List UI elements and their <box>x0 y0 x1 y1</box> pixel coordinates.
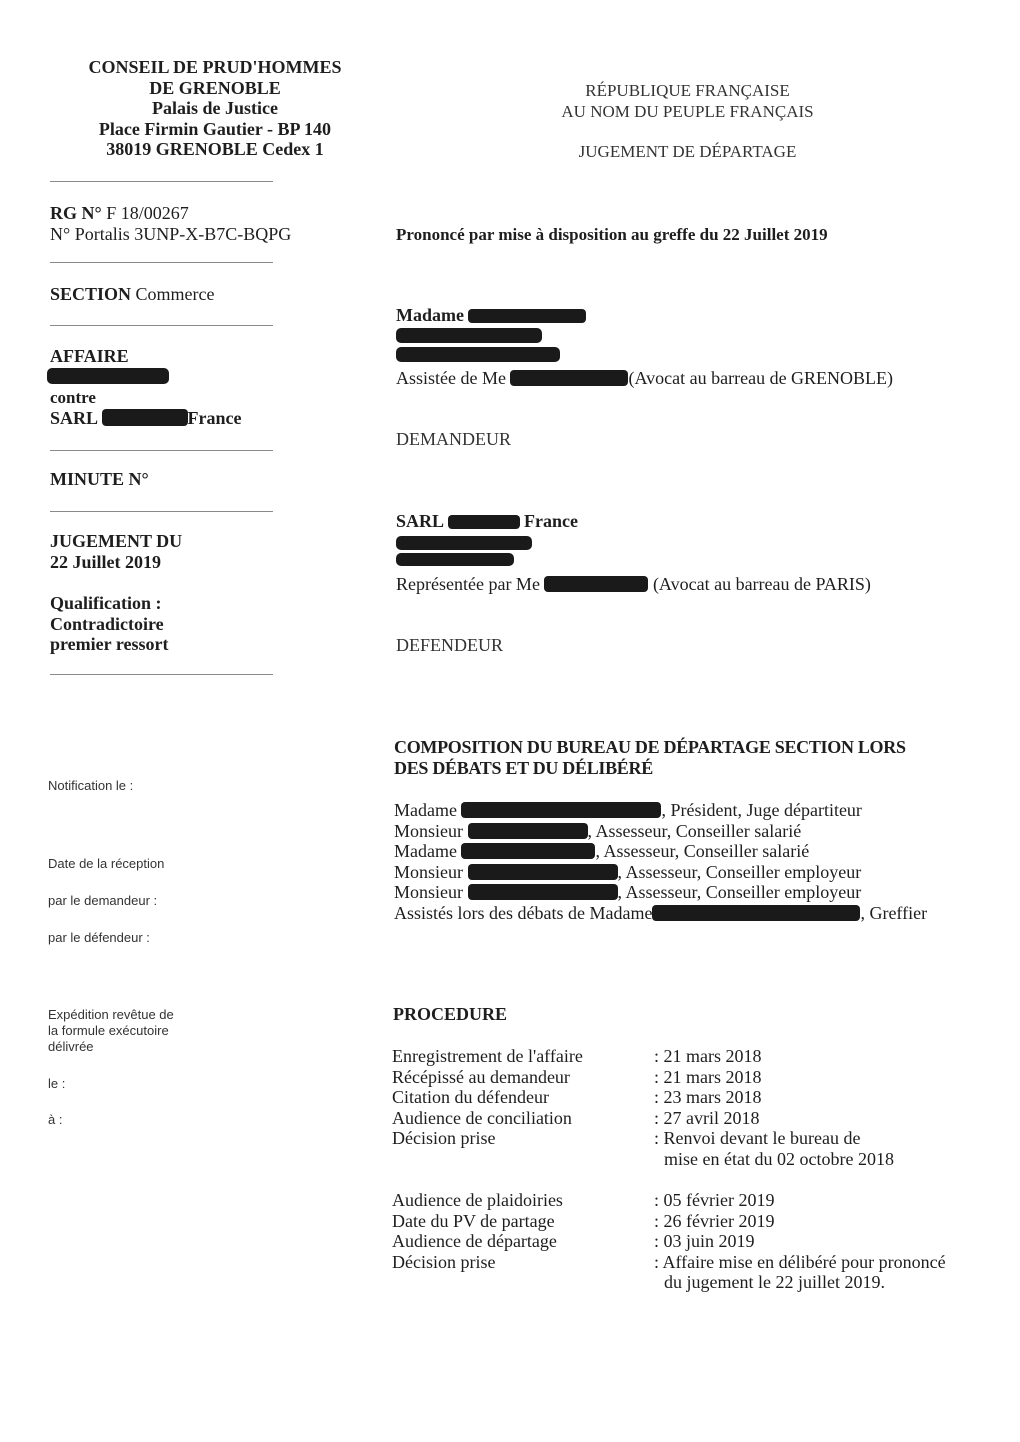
member-role: , Président, Juge départiteur <box>661 800 862 820</box>
procedure-value: : 26 février 2019 <box>654 1210 775 1231</box>
member-title: Monsieur <box>394 861 463 882</box>
qualification-resort: premier ressort <box>50 634 169 654</box>
divider <box>50 325 273 326</box>
member-title: Monsieur <box>394 882 463 902</box>
procedure-value: du jugement le 22 juillet 2019. <box>664 1272 885 1292</box>
plaintiff-title-label: Madame <box>396 305 464 325</box>
expedition-line: la formule exécutoire <box>48 1023 169 1038</box>
defendant-role: DEFENDEUR <box>396 635 503 655</box>
divider <box>50 674 273 675</box>
composition-list <box>394 800 927 923</box>
redaction-bar <box>102 409 188 426</box>
republic-name: RÉPUBLIQUE FRANÇAISE <box>585 81 790 100</box>
expedition-note <box>48 1007 174 1055</box>
procedure-row <box>392 1108 894 1129</box>
procedure-label: Audience de départage <box>392 1231 557 1251</box>
court-name: CONSEIL DE PRUD'HOMMES <box>88 57 342 77</box>
redaction-bar <box>396 536 532 550</box>
procedure-label <box>392 1272 654 1293</box>
procedure-value: : Affaire mise en délibéré pour prononcé <box>654 1251 946 1272</box>
procedure-label: Récépissé au demandeur <box>392 1066 570 1087</box>
member-title: Monsieur <box>394 820 463 841</box>
redaction-bar <box>448 515 520 529</box>
judgment-date-block <box>50 531 182 573</box>
case-reference <box>50 203 291 245</box>
redaction-bar <box>461 843 595 859</box>
plaintiff-title <box>396 305 586 326</box>
member-role: , Assesseur, Conseiller employeur <box>617 861 862 882</box>
procedure-label: Citation du défendeur <box>392 1087 549 1107</box>
republic-header <box>515 80 860 122</box>
procedure-row <box>392 1067 894 1088</box>
court-city: DE GRENOBLE <box>149 77 281 98</box>
divider <box>50 262 273 263</box>
expedition-line: Expédition revêtue de <box>48 1007 174 1022</box>
composition-member <box>394 841 927 862</box>
procedure-label: Décision prise <box>392 1251 496 1272</box>
affaire-label: AFFAIRE <box>50 346 129 366</box>
procedure-row <box>392 1272 946 1293</box>
rg-label: RG N° <box>50 203 102 223</box>
divider <box>50 181 273 182</box>
defendant-counsel-bar: (Avocat au barreau de PARIS) <box>652 574 871 594</box>
clerk-role: , Greffier <box>860 902 928 923</box>
member-title: Madame <box>394 800 457 820</box>
procedure-row <box>392 1128 894 1149</box>
court-postcode: 38019 GRENOBLE Cedex 1 <box>106 139 324 159</box>
redaction-bar <box>468 884 618 900</box>
court-street: Place Firmin Gautier - BP 140 <box>98 118 332 139</box>
divider <box>50 450 273 451</box>
section-line <box>50 284 215 305</box>
composition-member <box>394 821 927 842</box>
member-title: Madame <box>394 841 457 861</box>
plaintiff-counsel <box>396 368 893 389</box>
composition-member <box>394 800 927 821</box>
procedure-row <box>392 1252 946 1273</box>
procedure-row <box>392 1046 894 1067</box>
expedition-line: délivrée <box>48 1039 94 1054</box>
republic-motto: AU NOM DU PEUPLE FRANÇAIS <box>561 102 814 121</box>
composition-heading-line: COMPOSITION DU BUREAU DE DÉPARTAGE SECTION LORS <box>394 737 906 757</box>
judgment-type: JUGEMENT DE DÉPARTAGE <box>578 142 797 161</box>
member-role: , Assesseur, Conseiller employeur <box>617 882 862 902</box>
defendant-sarl-label: SARL <box>396 511 444 531</box>
procedure-label: Décision prise <box>392 1128 496 1148</box>
procedure-label: Audience de plaidoiries <box>392 1190 563 1210</box>
procedure-table-1 <box>392 1046 894 1169</box>
defendant-france-label: France <box>524 511 579 531</box>
notification-note: Notification le : <box>48 778 134 793</box>
defendant-counsel <box>396 574 871 595</box>
opposing-party <box>50 408 242 429</box>
qualification-label: Qualification : <box>50 593 162 613</box>
redaction-bar <box>468 309 586 323</box>
qualification-block <box>50 593 168 655</box>
section-label: SECTION <box>50 284 132 304</box>
redaction-bar <box>47 368 169 384</box>
procedure-row <box>392 1087 894 1108</box>
pronounced-line: Prononcé par mise à disposition au greffe du 22 Juillet 2019 <box>396 225 828 244</box>
portalis-number: N° Portalis 3UNP-X-B7C-BQPG <box>50 224 292 244</box>
procedure-value: : 27 avril 2018 <box>654 1107 760 1128</box>
procedure-value: : 23 mars 2018 <box>654 1087 762 1107</box>
composition-clerk <box>394 903 927 924</box>
defendant-reception-note: par le défendeur : <box>48 930 150 945</box>
redaction-bar <box>468 823 588 839</box>
redaction-bar <box>544 576 648 592</box>
divider <box>50 511 273 512</box>
procedure-label <box>392 1149 654 1170</box>
redaction-bar <box>396 347 560 362</box>
redaction-bar <box>510 370 628 386</box>
reception-note: Date de la réception <box>48 856 165 871</box>
redaction-bar <box>396 328 542 343</box>
plaintiff-role: DEMANDEUR <box>396 429 511 449</box>
judgment-date-label: JUGEMENT DU <box>50 531 183 551</box>
procedure-label: Audience de conciliation <box>392 1107 572 1128</box>
procedure-row <box>392 1231 946 1252</box>
minute-label: MINUTE N° <box>50 469 149 489</box>
member-role: , Assesseur, Conseiller salarié <box>587 820 802 841</box>
composition-heading-line: DES DÉBATS ET DU DÉLIBÉRÉ <box>394 757 653 778</box>
procedure-value: : 21 mars 2018 <box>654 1046 762 1066</box>
qualification-type: Contradictoire <box>50 613 164 634</box>
delivery-recipient-note: à : <box>48 1112 63 1127</box>
procedure-table-2 <box>392 1190 946 1293</box>
contre-label: contre <box>50 388 96 407</box>
procedure-value: : 05 février 2019 <box>654 1190 775 1210</box>
rg-number: F 18/00267 <box>106 203 189 223</box>
defendant-counsel-prefix: Représentée par Me <box>396 574 540 594</box>
composition-member <box>394 862 927 883</box>
procedure-heading: PROCEDURE <box>393 1004 508 1024</box>
delivery-date-note: le : <box>48 1076 66 1091</box>
procedure-value: : Renvoi devant le bureau de <box>654 1128 861 1148</box>
sarl-label: SARL <box>50 408 98 428</box>
section-value: Commerce <box>135 284 215 304</box>
redaction-bar <box>652 905 860 921</box>
procedure-label: Enregistrement de l'affaire <box>392 1046 583 1066</box>
procedure-value: mise en état du 02 octobre 2018 <box>664 1148 894 1169</box>
plaintiff-reception-note: par le demandeur : <box>48 893 158 908</box>
redaction-bar <box>461 802 661 818</box>
clerk-prefix: Assistés lors des débats de Madame <box>394 902 653 923</box>
court-building: Palais de Justice <box>152 98 278 118</box>
procedure-value: : 21 mars 2018 <box>654 1066 762 1087</box>
france-label: France <box>187 408 242 428</box>
procedure-row <box>392 1149 894 1170</box>
court-header <box>50 57 380 160</box>
plaintiff-counsel-bar: (Avocat au barreau de GRENOBLE) <box>628 368 894 388</box>
procedure-label: Date du PV de partage <box>392 1210 555 1231</box>
procedure-row <box>392 1190 946 1211</box>
member-role: , Assesseur, Conseiller salarié <box>595 841 810 861</box>
redaction-bar <box>396 553 514 566</box>
procedure-row <box>392 1211 946 1232</box>
defendant-name <box>396 511 578 532</box>
composition-member <box>394 882 927 903</box>
judgment-date: 22 Juillet 2019 <box>50 552 161 572</box>
plaintiff-counsel-prefix: Assistée de Me <box>396 368 506 388</box>
procedure-value: : 03 juin 2019 <box>654 1231 755 1251</box>
redaction-bar <box>468 864 618 880</box>
composition-heading <box>394 737 906 778</box>
